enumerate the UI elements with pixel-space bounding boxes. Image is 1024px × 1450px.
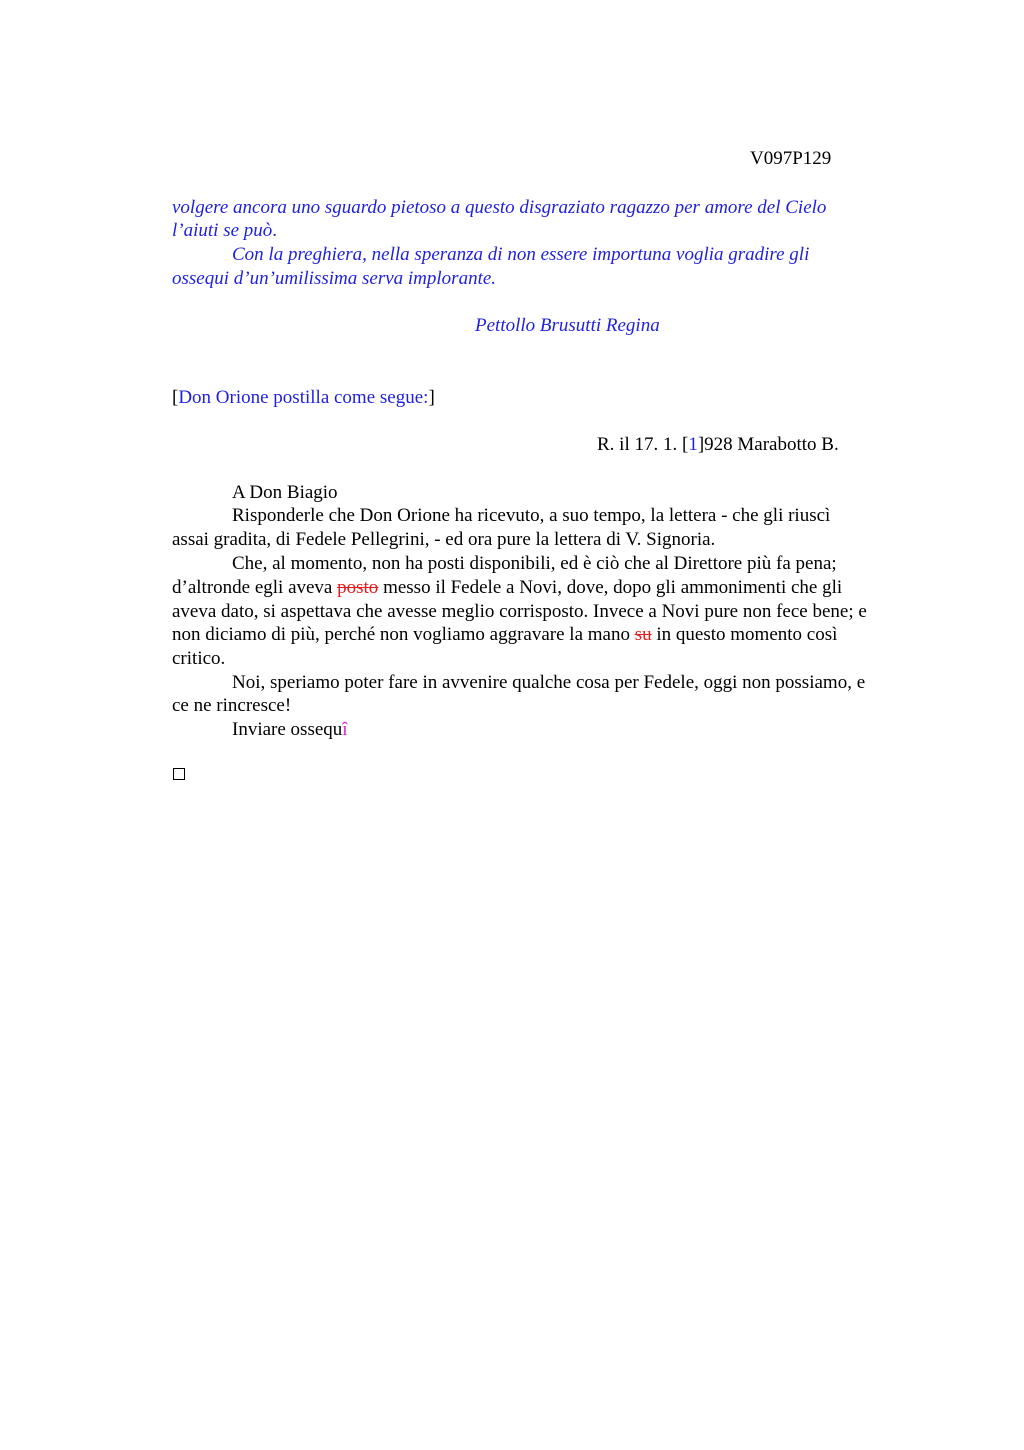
reply-p2-line-1: Che, al momento, non ha posti disponibili, ed è ciò che al Direttore più fa pena; (232, 553, 837, 574)
reply-p1-line-2: assai gradita, di Fedele Pellegrini, - ed ora pure la lettera di V. Signoria. (172, 529, 716, 550)
reply-date-part-c: ]928 Marabotto B. (697, 434, 839, 455)
end-marker-square (173, 768, 185, 780)
letter-line-1: volgere ancora uno sguardo pietoso a questo disgraziato ragazzo per amore del Cielo (172, 197, 827, 218)
editor-note-text: Don Orione postilla come segue: (178, 387, 429, 408)
corrected-letter: î (342, 719, 348, 740)
reply-p4 (232, 718, 348, 741)
reply-p3-line-2: ce ne rincresce! (172, 695, 292, 716)
reply-p2-line-4-b: in questo momento così (651, 624, 838, 645)
reply-salutation: A Don Biagio (232, 482, 338, 503)
deleted-word-su: su (634, 624, 652, 645)
page-id: V097P129 (750, 148, 832, 169)
letter-line-2-text: l’aiuti se può (172, 220, 273, 241)
reply-p2-line-3: aveva dato, si aspettava che avesse meglio corrisposto. Invece a Novi pure non fece bene; e (172, 601, 867, 622)
reply-date-part-b: 1 (688, 434, 698, 455)
deleted-word-posto: posto (337, 577, 379, 598)
reply-p2-line-5: critico. (172, 648, 226, 669)
reply-p2-line-2-b: messo il Fedele a Novi, dove, dopo gli ammonimenti che gli (378, 577, 843, 598)
reply-p1-line-1: Risponderle che Don Orione ha ricevuto, a suo tempo, la lettera - che gli riuscì (232, 505, 831, 526)
reply-p2-line-4-a: non diciamo di più, perché non vogliamo aggravare la mano (172, 624, 635, 645)
reply-p3-line-1: Noi, speriamo poter fare in avvenire qualche cosa per Fedele, oggi non possiamo, e (232, 672, 866, 693)
reply-date (597, 433, 839, 456)
letter-signature: Pettollo Brusutti Regina (475, 315, 660, 336)
reply-date-part-a: R. il 17. 1. [ (597, 434, 689, 455)
editor-note (172, 386, 435, 409)
editor-note-open: [ (172, 387, 179, 408)
editor-note-close: ] (428, 387, 435, 408)
reply-p2-line-2 (172, 576, 842, 599)
letter-line-3: Con la preghiera, nella speranza di non essere importuna voglia gradire gli (232, 244, 810, 265)
letter-line-2-period: . (272, 220, 278, 241)
reply-p4-text: Inviare ossequ (232, 719, 343, 740)
reply-p2-line-4 (172, 623, 837, 646)
reply-p2-line-2-a: d’altronde egli aveva (172, 577, 338, 598)
letter-line-4: ossequi d’un’umilissima serva implorante. (172, 268, 497, 289)
letter-line-2 (172, 219, 277, 242)
